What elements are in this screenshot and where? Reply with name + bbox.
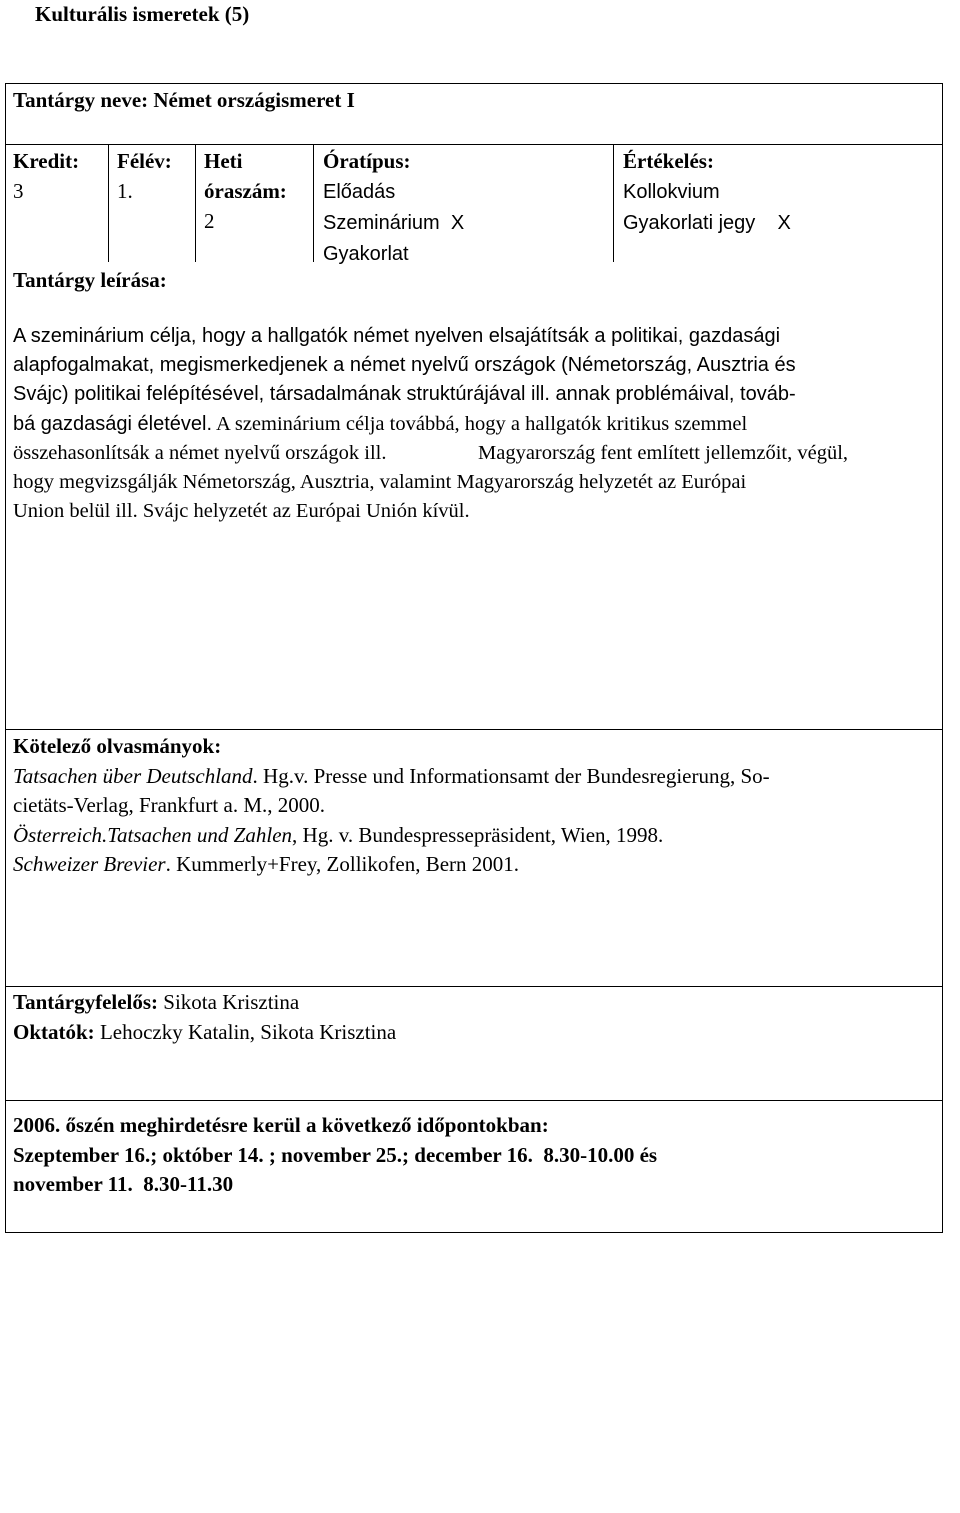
description-line: Union belül ill. Svájc helyzetét az Európai Unión kívül. <box>13 500 470 523</box>
schedule-line: Szeptember 16.; október 14. ; november 25.; december 16. 8.30-10.00 és <box>13 1142 658 1167</box>
responsible-row <box>13 988 938 1018</box>
page-heading: Kulturális ismeretek (5) <box>35 2 250 26</box>
column-divider <box>313 144 314 262</box>
description-line: összehasonlítsák a német nyelvű országok ill. <box>13 441 387 464</box>
semester-value: 1. <box>117 179 133 203</box>
lesson-type-label: Óratípus: <box>323 149 411 173</box>
column-divider <box>108 144 109 262</box>
teachers-row <box>13 1018 938 1048</box>
evaluation-option: Kollokvium <box>623 181 720 203</box>
reading-item: Österreich.Tatsachen und Zahlen, Hg. v. Bundespressepräsident, Wien, 1998. <box>13 822 664 847</box>
credit-label: Kredit: <box>13 149 80 173</box>
description-label: Tantárgy leírása: <box>13 268 167 292</box>
semester-cell <box>117 146 172 206</box>
column-divider <box>195 144 196 262</box>
teachers-label: Oktatók: <box>13 1019 95 1044</box>
credit-value: 3 <box>13 179 24 203</box>
row-divider <box>6 986 942 987</box>
staff-section <box>13 988 938 1047</box>
schedule-section <box>13 1111 938 1200</box>
row-divider <box>6 729 942 730</box>
evaluation-cell <box>623 146 791 238</box>
description-line: Svájc) politikai felépítésével, társadalmának struktúrájával ill. annak problémáival, továb- <box>13 383 796 406</box>
row-divider <box>6 144 942 145</box>
readings-section <box>13 732 938 880</box>
responsible-value: Sikota Krisztina <box>158 990 300 1014</box>
reading-title: Schweizer Brevier <box>13 852 166 876</box>
lesson-type-option: Előadás <box>323 181 396 203</box>
description-line: A szeminárium célja, hogy a hallgatók német nyelven elsajátítsák a politikai, gazdasági <box>13 325 781 347</box>
column-divider <box>613 144 614 262</box>
schedule-line: november 11. 8.30-11.30 <box>13 1172 234 1196</box>
reading-item: Schweizer Brevier. Kummerly+Frey, Zollikofen, Bern 2001. <box>13 852 520 876</box>
description-line: hogy megvizsgálják Németország, Ausztria, valamint Magyarország helyzetét az Európai <box>13 471 747 494</box>
responsible-label: Tantárgyfelelős: <box>13 990 159 1014</box>
reading-item-continued: cietäts-Verlag, Frankfurt a. M., 2000. <box>13 793 325 817</box>
semester-label: Félév: <box>117 149 172 173</box>
weekly-hours-cell <box>204 146 287 236</box>
evaluation-option: Gyakorlati jegy X <box>623 212 791 234</box>
description-line: bá gazdasági életével. <box>13 412 213 435</box>
lesson-type-option: Gyakorlat <box>323 243 409 265</box>
readings-label: Kötelező olvasmányok: <box>13 734 222 758</box>
description-text <box>13 322 938 526</box>
weekly-hours-label-1: Heti <box>204 149 243 173</box>
weekly-hours-value: 2 <box>204 209 215 233</box>
subject-name-label: Tantárgy neve: <box>13 88 149 112</box>
description-line: Magyarország fent említett jellemzőit, végül, <box>478 441 849 464</box>
evaluation-label: Értékelés: <box>623 149 714 173</box>
reading-title: Tatsachen über Deutschland <box>13 763 253 788</box>
description-line: A szeminárium célja továbbá, hogy a hallgatók kritikus szemmel <box>212 412 748 435</box>
subject-name-value: Német országismeret I <box>153 88 355 112</box>
teachers-value: Lehoczky Katalin, Sikota Krisztina <box>94 1019 397 1044</box>
weekly-hours-label-2: óraszám: <box>204 179 287 203</box>
course-table <box>5 83 943 1233</box>
reading-item: Tatsachen über Deutschland. Hg.v. Presse und Informationsamt der Bundesregierung, So- <box>13 763 770 788</box>
subject-name <box>13 85 355 115</box>
description-line: alapfogalmakat, megismerkedjenek a német nyelvű országok (Németország, Ausztria és <box>13 354 796 377</box>
schedule-line: 2006. őszén meghirdetésre kerül a következő időpontokban: <box>13 1113 549 1137</box>
row-divider <box>6 1100 942 1101</box>
lesson-type-option: Szeminárium X <box>323 212 465 234</box>
reading-title: Österreich.Tatsachen und Zahlen <box>13 822 293 847</box>
credit-cell <box>13 146 79 206</box>
lesson-type-cell <box>323 146 464 269</box>
